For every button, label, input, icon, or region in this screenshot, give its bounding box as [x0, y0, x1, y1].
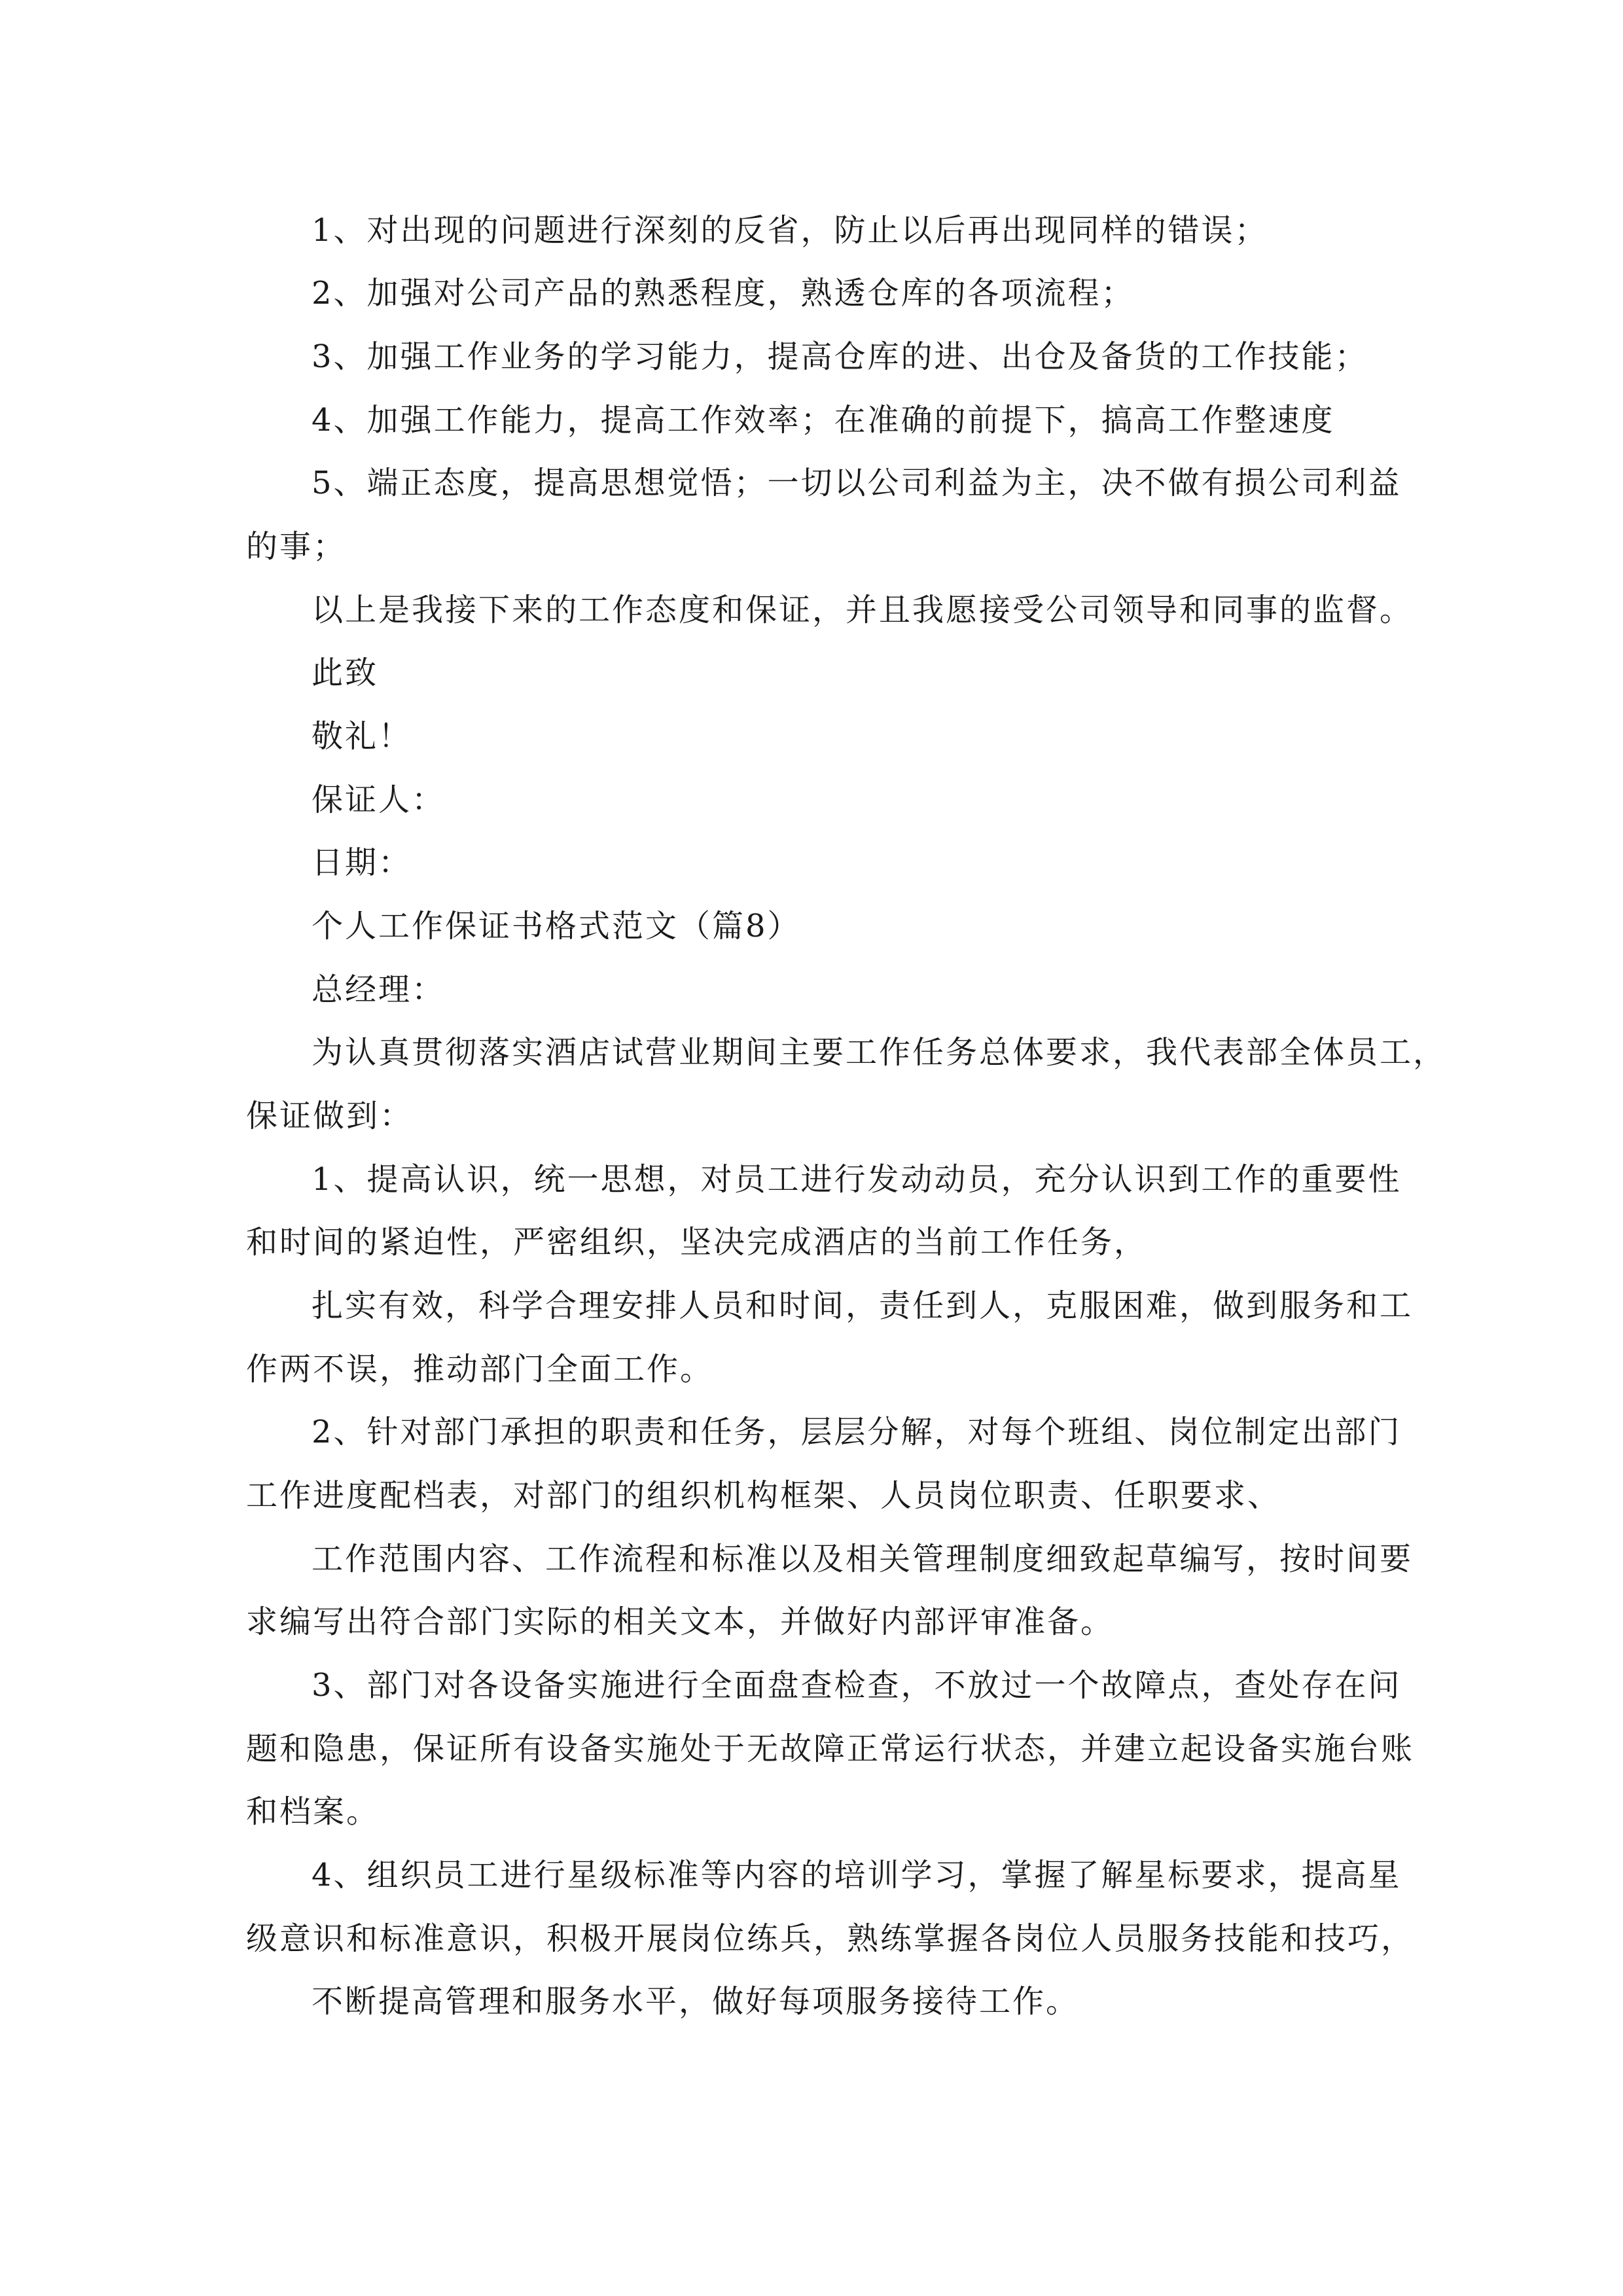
- text-line: 日期：: [312, 844, 412, 881]
- text-line: 不断提高管理和服务水平，做好每项服务接待工作。: [312, 1983, 1080, 2020]
- text-line: 3、加强工作业务的学习能力，提高仓库的进、出仓及备货的工作技能；: [312, 338, 1368, 375]
- text-line: 的事；: [246, 528, 347, 565]
- text-line: 保证人：: [312, 781, 446, 818]
- text-line: 敬礼！: [312, 718, 412, 755]
- text-line: 求编写出符合部门实际的相关文本，并做好内部评审准备。: [246, 1604, 1115, 1640]
- text-line: 和档案。: [246, 1793, 380, 1830]
- text-line: 和时间的紧迫性，严密组织，坚决完成酒店的当前工作任务，: [246, 1224, 1148, 1261]
- text-line: 扎实有效，科学合理安排人员和时间，责任到人，克服困难，做到服务和工: [312, 1287, 1414, 1324]
- text-line: 5、端正态度，提高思想觉悟；一切以公司利益为主，决不做有损公司利益: [312, 465, 1402, 501]
- text-line: 3、部门对各设备实施进行全面盘查检查，不放过一个故障点，查处存在问: [312, 1667, 1402, 1704]
- text-line: 为认真贯彻落实酒店试营业期间主要工作任务总体要求，我代表部全体员工，: [312, 1034, 1447, 1071]
- section-heading: 个人工作保证书格式范文（篇8）: [312, 908, 801, 944]
- text-line: 1、对出现的问题进行深刻的反省，防止以后再出现同样的错误；: [312, 212, 1268, 249]
- text-line: 4、组织员工进行星级标准等内容的培训学习，掌握了解星标要求，提高星: [312, 1857, 1402, 1893]
- text-line: 作两不误，推动部门全面工作。: [246, 1351, 714, 1388]
- text-line: 1、提高认识，统一思想，对员工进行发动动员，充分认识到工作的重要性: [312, 1161, 1402, 1198]
- text-line: 此致: [312, 655, 379, 691]
- text-line: 级意识和标准意识，积极开展岗位练兵，熟练掌握各岗位人员服务技能和技巧，: [246, 1920, 1415, 1957]
- text-line: 4、加强工作能力，提高工作效率；在准确的前提下，搞高工作整速度: [312, 402, 1335, 439]
- text-line: 工作进度配档表，对部门的组织机构框架、人员岗位职责、任职要求、: [246, 1477, 1281, 1514]
- text-line: 工作范围内容、工作流程和标准以及相关管理制度细致起草编写，按时间要: [312, 1541, 1414, 1577]
- text-line: 保证做到：: [246, 1098, 414, 1134]
- text-line: 2、加强对公司产品的熟悉程度，熟透仓库的各项流程；: [312, 275, 1135, 312]
- text-line: 总经理：: [312, 971, 446, 1008]
- text-line: 2、针对部门承担的职责和任务，层层分解，对每个班组、岗位制定出部门: [312, 1414, 1402, 1450]
- text-line: 以上是我接下来的工作态度和保证，并且我愿接受公司领导和同事的监督。: [312, 592, 1414, 628]
- text-line: 题和隐患，保证所有设备实施处于无故障正常运行状态，并建立起设备实施台账: [246, 1731, 1415, 1767]
